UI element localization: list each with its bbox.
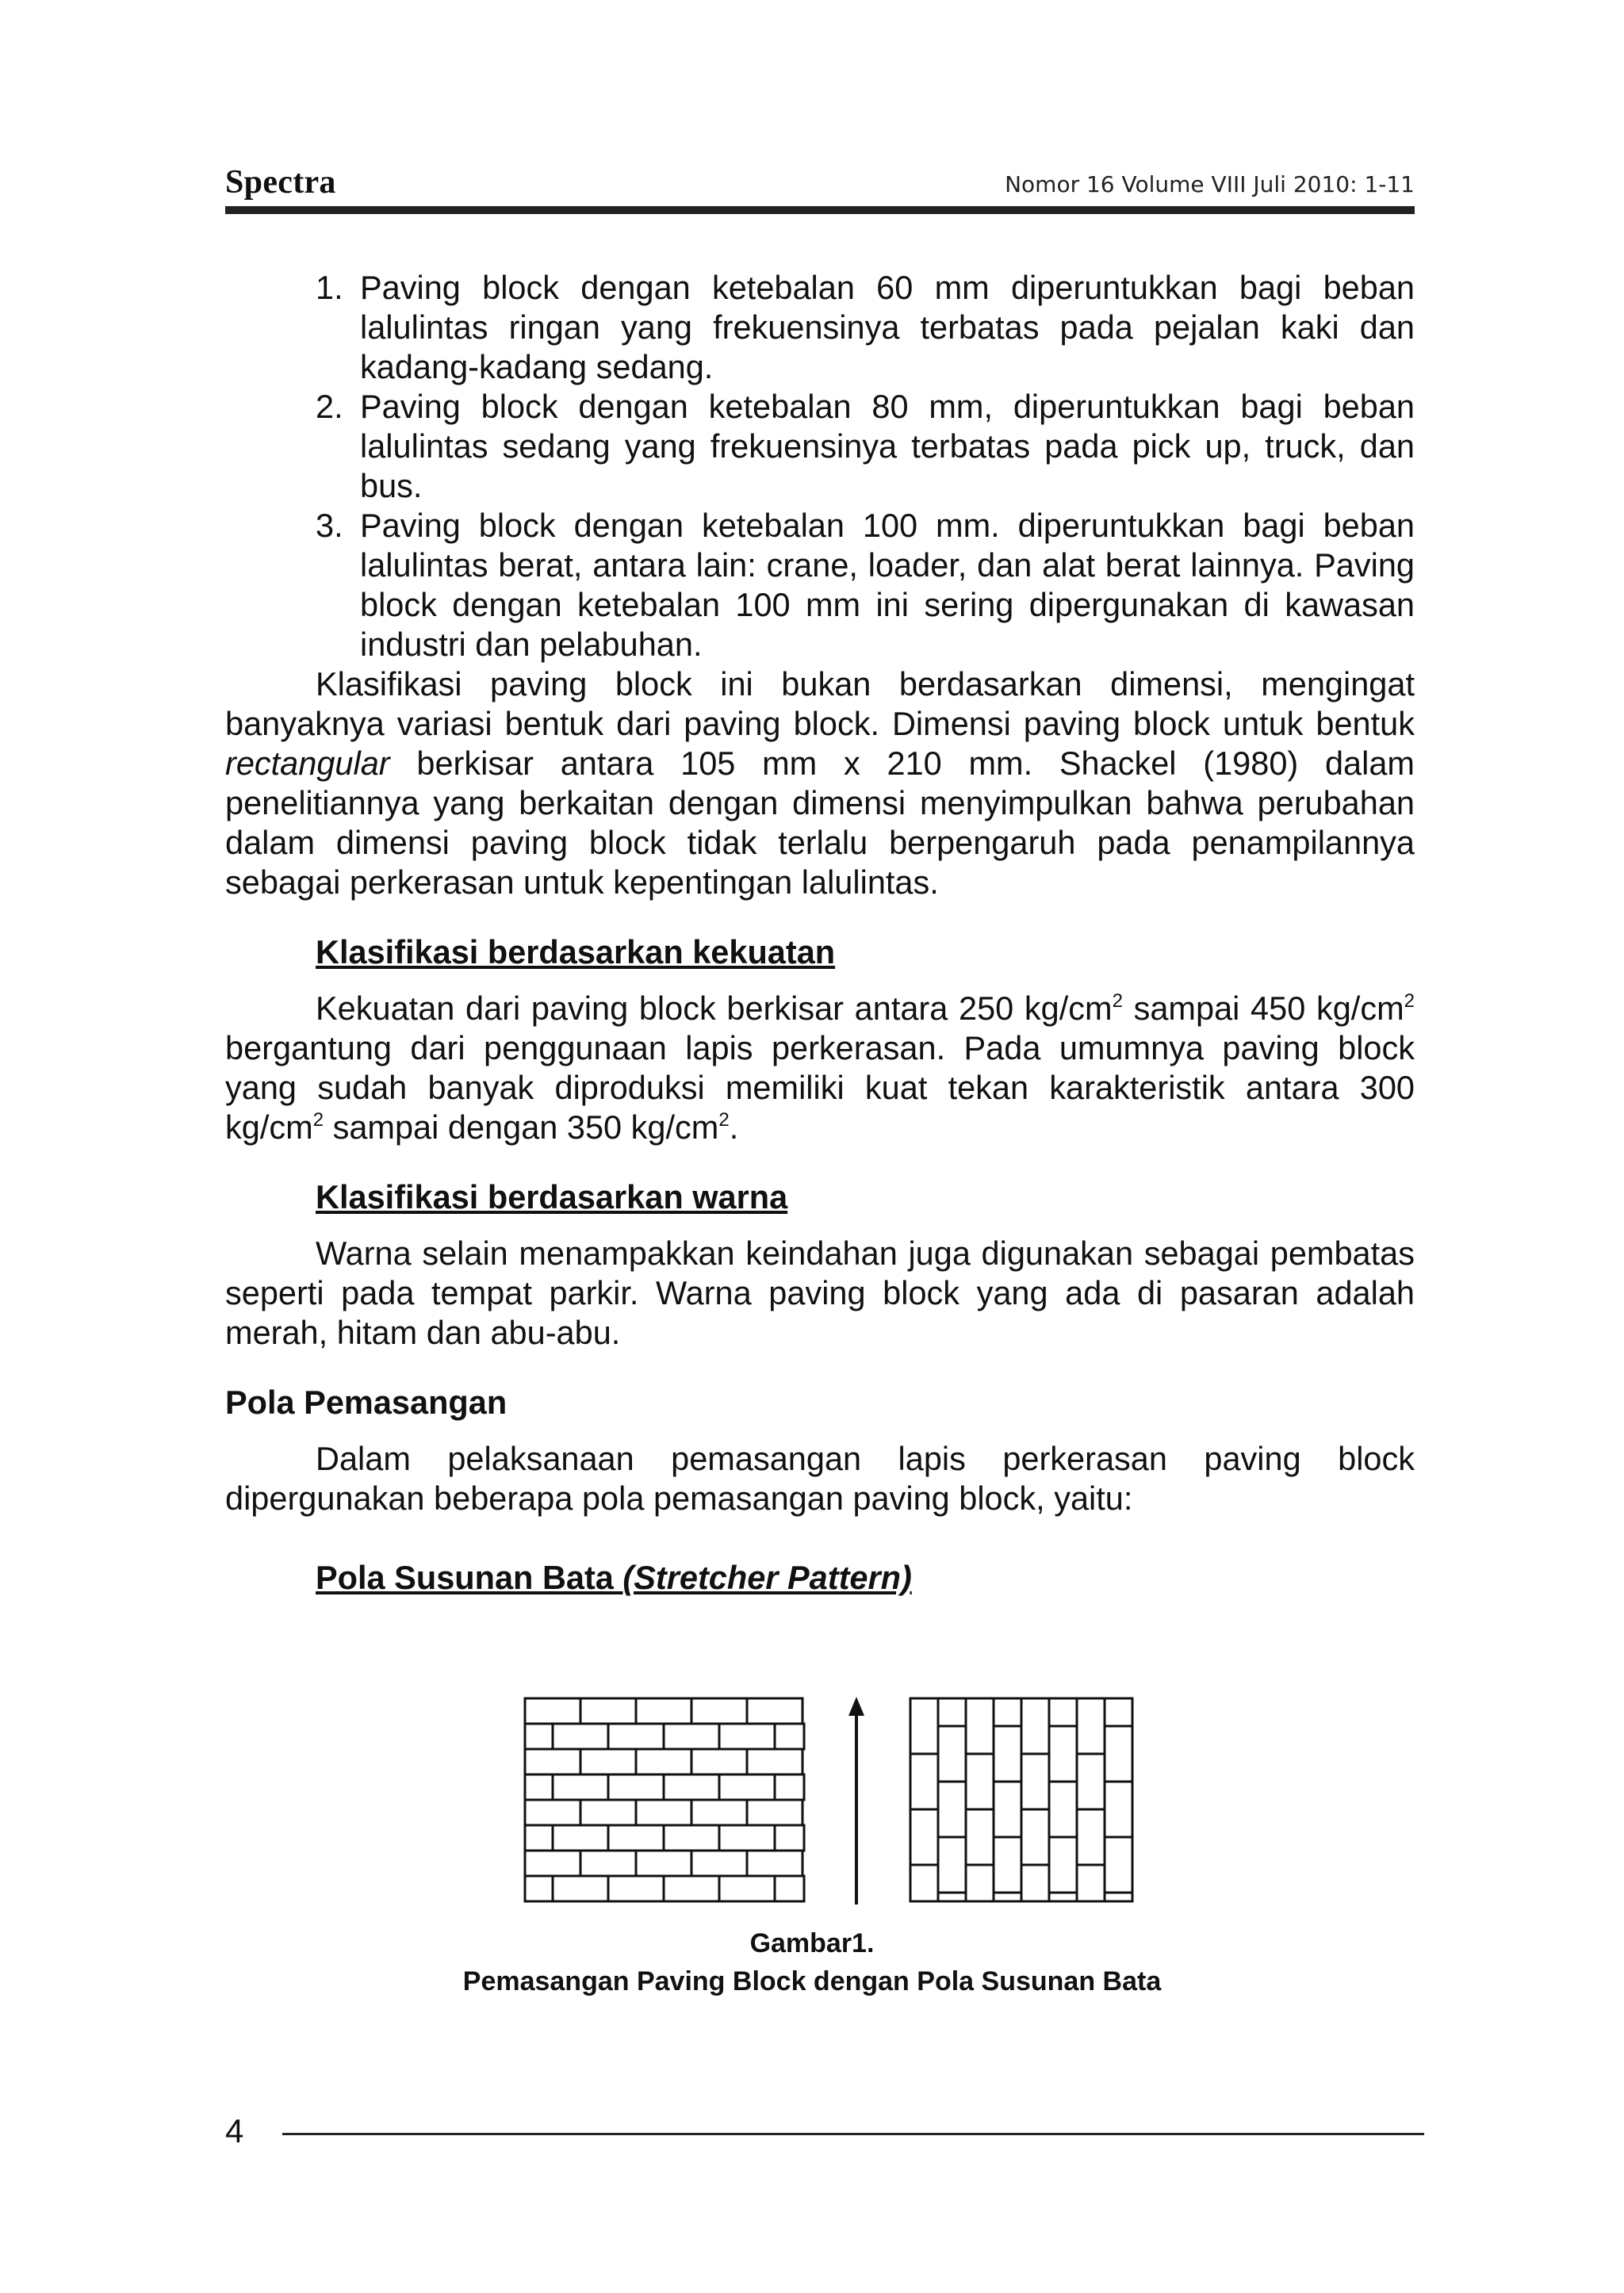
paving-block bbox=[553, 1774, 608, 1800]
paving-block bbox=[719, 1825, 775, 1851]
paving-block bbox=[553, 1876, 608, 1901]
header-rule bbox=[225, 206, 1415, 214]
figure-caption-number: Gambar1. bbox=[749, 1928, 875, 1958]
paving-block bbox=[553, 1825, 608, 1851]
list-text: Paving block dengan ketebalan 60 mm diperuntukkan bagi beban lalulintas ringan yang frekuensinya terbatas pada pejalan kaki dan kadang-kadang sedang. bbox=[360, 269, 1415, 385]
paving-block bbox=[1077, 1809, 1105, 1865]
paving-block bbox=[636, 1749, 691, 1774]
paving-block bbox=[994, 1837, 1021, 1893]
paving-block bbox=[747, 1800, 802, 1825]
heading-text: Pola Susunan Bata bbox=[316, 1559, 623, 1596]
list-item bbox=[225, 506, 1415, 664]
paving-block bbox=[966, 1809, 994, 1865]
paving-block bbox=[1049, 1893, 1077, 1901]
paving-block bbox=[691, 1749, 747, 1774]
paving-block bbox=[938, 1698, 966, 1726]
heading-kekuatan: Klasifikasi berdasarkan kekuatan bbox=[316, 933, 836, 970]
paving-block bbox=[1049, 1698, 1077, 1726]
paving-block bbox=[525, 1774, 553, 1800]
journal-name: Spectra bbox=[225, 164, 336, 201]
paving-block bbox=[994, 1782, 1021, 1837]
paving-block bbox=[1021, 1698, 1049, 1754]
paving-block bbox=[691, 1800, 747, 1825]
paving-block bbox=[719, 1774, 775, 1800]
paving-block bbox=[553, 1724, 608, 1749]
paving-block bbox=[1021, 1754, 1049, 1809]
paving-block bbox=[747, 1749, 802, 1774]
paving-block bbox=[636, 1851, 691, 1876]
paving-block bbox=[608, 1724, 664, 1749]
heading-stretcher-pattern bbox=[316, 1558, 1415, 1598]
paving-block bbox=[664, 1774, 719, 1800]
paving-block bbox=[719, 1724, 775, 1749]
list-number: 3. bbox=[316, 507, 343, 544]
thickness-list bbox=[225, 268, 1415, 664]
paving-block bbox=[747, 1698, 802, 1724]
paving-block bbox=[664, 1876, 719, 1901]
footer-rule bbox=[282, 2133, 1424, 2135]
page-number: 4 bbox=[225, 2112, 244, 2149]
paving-block bbox=[580, 1800, 636, 1825]
issue-info: Nomor 16 Volume VIII Juli 2010: 1-11 bbox=[1005, 171, 1415, 197]
heading-warna: Klasifikasi berdasarkan warna bbox=[316, 1178, 788, 1215]
italic-term: rectangular bbox=[225, 745, 390, 782]
paragraph-text: bergantung dari penggunaan lapis perkerasan. Pada umumnya paving block yang sudah banyak diproduksi memiliki kuat tekan karakteristik antara 300 kg/cm bbox=[225, 1029, 1415, 1146]
paving-block bbox=[1077, 1698, 1105, 1754]
superscript: 2 bbox=[1112, 990, 1123, 1012]
paragraph-text: sampai dengan 350 kg/cm bbox=[324, 1108, 719, 1146]
paving-block bbox=[636, 1800, 691, 1825]
heading-pola-pemasangan: Pola Pemasangan bbox=[225, 1384, 508, 1421]
paving-block bbox=[938, 1782, 966, 1837]
paving-block bbox=[525, 1825, 553, 1851]
paving-block bbox=[775, 1876, 804, 1901]
paving-block bbox=[1021, 1809, 1049, 1865]
paving-block bbox=[966, 1865, 994, 1901]
paving-block bbox=[1077, 1754, 1105, 1809]
paving-block bbox=[525, 1749, 580, 1774]
paving-block bbox=[525, 1698, 580, 1724]
paving-block bbox=[636, 1698, 691, 1724]
paving-block bbox=[691, 1698, 747, 1724]
paragraph-dimensi bbox=[225, 664, 1415, 902]
paving-block bbox=[910, 1754, 938, 1809]
paving-block bbox=[1021, 1865, 1049, 1901]
heading-italic-text: (Stretcher Pattern) bbox=[622, 1559, 912, 1596]
paving-block bbox=[1105, 1698, 1132, 1726]
paving-block bbox=[1105, 1782, 1132, 1837]
paving-block bbox=[1077, 1865, 1105, 1901]
list-item bbox=[225, 268, 1415, 387]
direction-arrow bbox=[848, 1697, 864, 1904]
paving-block bbox=[994, 1893, 1021, 1901]
paving-block bbox=[525, 1800, 580, 1825]
paragraph-text: . bbox=[729, 1108, 739, 1146]
paving-block bbox=[691, 1851, 747, 1876]
paving-block bbox=[608, 1876, 664, 1901]
paving-block bbox=[966, 1754, 994, 1809]
paving-block bbox=[775, 1774, 804, 1800]
list-text: Paving block dengan ketebalan 80 mm, diperuntukkan bagi beban lalulintas sedang yang frekuensinya terbatas pada pick up, truck, dan bus. bbox=[360, 388, 1415, 504]
stretcher-pattern-figure bbox=[0, 1689, 1624, 1927]
list-item bbox=[225, 387, 1415, 506]
paving-block bbox=[664, 1825, 719, 1851]
paving-block bbox=[775, 1825, 804, 1851]
paving-block bbox=[525, 1851, 580, 1876]
superscript: 2 bbox=[718, 1109, 730, 1131]
paving-block bbox=[580, 1851, 636, 1876]
vertical-brick-pattern bbox=[910, 1698, 1132, 1901]
paving-block bbox=[747, 1851, 802, 1876]
paving-block bbox=[938, 1726, 966, 1782]
paving-block bbox=[910, 1865, 938, 1901]
paragraph-text: Kekuatan dari paving block berkisar antara 250 kg/cm bbox=[316, 990, 1113, 1027]
paving-block bbox=[966, 1698, 994, 1754]
paragraph-kekuatan bbox=[225, 989, 1415, 1147]
paving-block bbox=[608, 1825, 664, 1851]
paving-block bbox=[994, 1698, 1021, 1726]
paving-block bbox=[580, 1749, 636, 1774]
paving-block bbox=[580, 1698, 636, 1724]
list-number: 1. bbox=[316, 269, 343, 306]
list-number: 2. bbox=[316, 388, 343, 425]
paving-block bbox=[910, 1809, 938, 1865]
body-text bbox=[225, 268, 1415, 1598]
paving-block bbox=[719, 1876, 775, 1901]
superscript: 2 bbox=[1404, 990, 1415, 1012]
paragraph-text: sampai 450 kg/cm bbox=[1122, 990, 1404, 1027]
paragraph-text: Klasifikasi paving block ini bukan berdasarkan dimensi, mengingat banyaknya variasi bentuk dari paving block. Dimensi paving block untuk bentuk bbox=[225, 665, 1415, 742]
horizontal-brick-pattern bbox=[525, 1698, 804, 1901]
paving-block bbox=[1105, 1726, 1132, 1782]
paving-block bbox=[1049, 1782, 1077, 1837]
paving-block bbox=[938, 1837, 966, 1893]
figure-caption-title: Pemasangan Paving Block dengan Pola Susunan Bata bbox=[462, 1966, 1162, 1996]
paving-block bbox=[1049, 1837, 1077, 1893]
paving-block bbox=[910, 1698, 938, 1754]
paragraph-text: berkisar antara 105 mm x 210 mm. Shackel (1980) dalam penelitiannya yang berkaitan dengan dimensi menyimpulkan bahwa perubahan dalam dimensi paving block tidak terlalu berpengaruh pada penampilannya sebagai perkerasan untuk kepentingan lalulintas. bbox=[225, 745, 1415, 901]
paving-block bbox=[664, 1724, 719, 1749]
paving-block bbox=[994, 1726, 1021, 1782]
paving-block bbox=[1049, 1726, 1077, 1782]
superscript: 2 bbox=[312, 1109, 324, 1131]
paving-block bbox=[525, 1724, 553, 1749]
paving-block bbox=[608, 1774, 664, 1800]
list-text: Paving block dengan ketebalan 100 mm. diperuntukkan bagi beban lalulintas berat, antara lain: crane, loader, dan alat berat lainnya. Paving block dengan ketebalan 100 mm ini sering dipergunakan di kawasan industri dan pelabuhan. bbox=[360, 507, 1415, 663]
paragraph-warna: Warna selain menampakkan keindahan juga digunakan sebagai pembatas seperti pada tempat parkir. Warna paving block yang ada di pasaran adalah merah, hitam dan abu-abu. bbox=[225, 1235, 1415, 1351]
paving-block bbox=[525, 1876, 553, 1901]
paving-block bbox=[1105, 1893, 1132, 1901]
paving-block bbox=[775, 1724, 804, 1749]
paving-block bbox=[1105, 1837, 1132, 1893]
paragraph-pola: Dalam pelaksanaan pemasangan lapis perkerasan paving block dipergunakan beberapa pola pemasangan paving block, yaitu: bbox=[225, 1440, 1415, 1517]
paving-block bbox=[938, 1893, 966, 1901]
